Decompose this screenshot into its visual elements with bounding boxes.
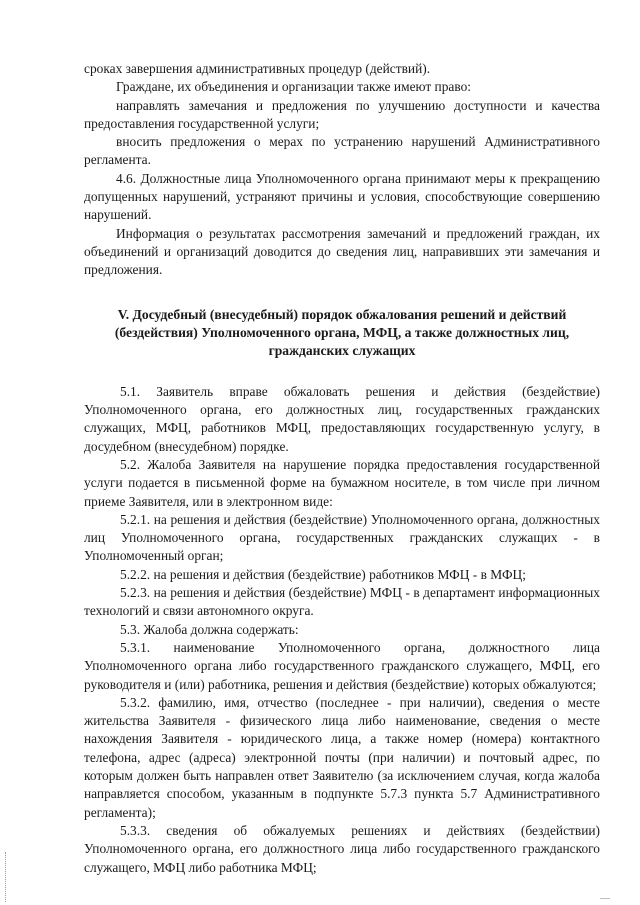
- paragraph: направлять замечания и предложения по улучшению доступности и качества предоставления государственной услуги;: [84, 97, 600, 131]
- scan-corner-mark: [600, 892, 610, 899]
- paragraph: 5.3.1. наименование Уполномоченного органа, должностного лица Уполномоченного органа либо государственного гражданского служащего, МФЦ, его руководителя и (или) работника, решения и действия (бездействие) которых обжалуются;: [84, 639, 600, 692]
- paragraph: 5.1. Заявитель вправе обжаловать решения и действия (бездействие) Уполномоченного органа, его должностных лиц, государственных гражданских служащих, МФЦ, работников МФЦ, предоставляющих государственную услугу, в досудебном (внесудебном) порядке.: [84, 383, 600, 454]
- paragraph: 5.2. Жалоба Заявителя на нарушение порядка предоставления государственной услуги подается в письменной форме на бумажном носителе, в том числе при личном приеме Заявителя, или в электронном виде:: [84, 456, 600, 509]
- paragraph: 5.2.3. на решения и действия (бездействие) МФЦ - в департамент информационных технологий и связи автономного округа.: [84, 585, 600, 619]
- paragraph: 5.3.2. фамилию, имя, отчество (последнее - при наличии), сведения о месте жительства Заявителя - физического лица либо наименование, сведения о месте нахождения Заявителя - юридического лица, а также номер (номера) контактного телефона, адрес (адреса) электронной почты (при наличии) и почтовый адрес, по которым должен быть направлен ответ Заявителю (за исключением случая, когда жалоба направляется способом, указанным в подпункте 5.7.3 пункта 5.7 Административного регламента);: [84, 694, 600, 820]
- paragraph: 5.3.3. сведения об обжалуемых решениях и действиях (бездействии) Уполномоченного органа, его должностного лица либо государственного гражданского служащего, МФЦ либо работника МФЦ;: [84, 822, 600, 875]
- document-body: [84, 60, 600, 877]
- section-heading: V. Досудебный (внесудебный) порядок обжалования решений и действий (бездействия) Уполномоченного органа, МФЦ, а также должностных лиц, гражданских служащих: [114, 306, 570, 359]
- scan-margin-mark: [5, 852, 8, 902]
- paragraph: вносить предложения о мерах по устранению нарушений Административного регламента.: [84, 134, 600, 168]
- paragraph: 4.6. Должностные лица Уполномоченного органа принимают меры к прекращению допущенных нарушений, устраняют причины и условия, способствующие совершению нарушений.: [84, 170, 600, 223]
- paragraph: сроках завершения административных процедур (действий).: [84, 61, 431, 76]
- paragraph: Граждане, их объединения и организации также имеют право:: [116, 79, 471, 95]
- paragraph: 5.3. Жалоба должна содержать:: [120, 621, 299, 637]
- paragraph: Информация о результатах рассмотрения замечаний и предложений граждан, их объединений и организаций доводится до сведения лиц, направивших эти замечания и предложения.: [84, 225, 600, 278]
- paragraph: 5.2.2. на решения и действия (бездействие) работников МФЦ - в МФЦ;: [120, 566, 526, 582]
- paragraph: 5.2.1. на решения и действия (бездействие) Уполномоченного органа, должностных лиц Уполномоченного органа, государственных гражданских служащих - в Уполномоченный орган;: [84, 511, 600, 564]
